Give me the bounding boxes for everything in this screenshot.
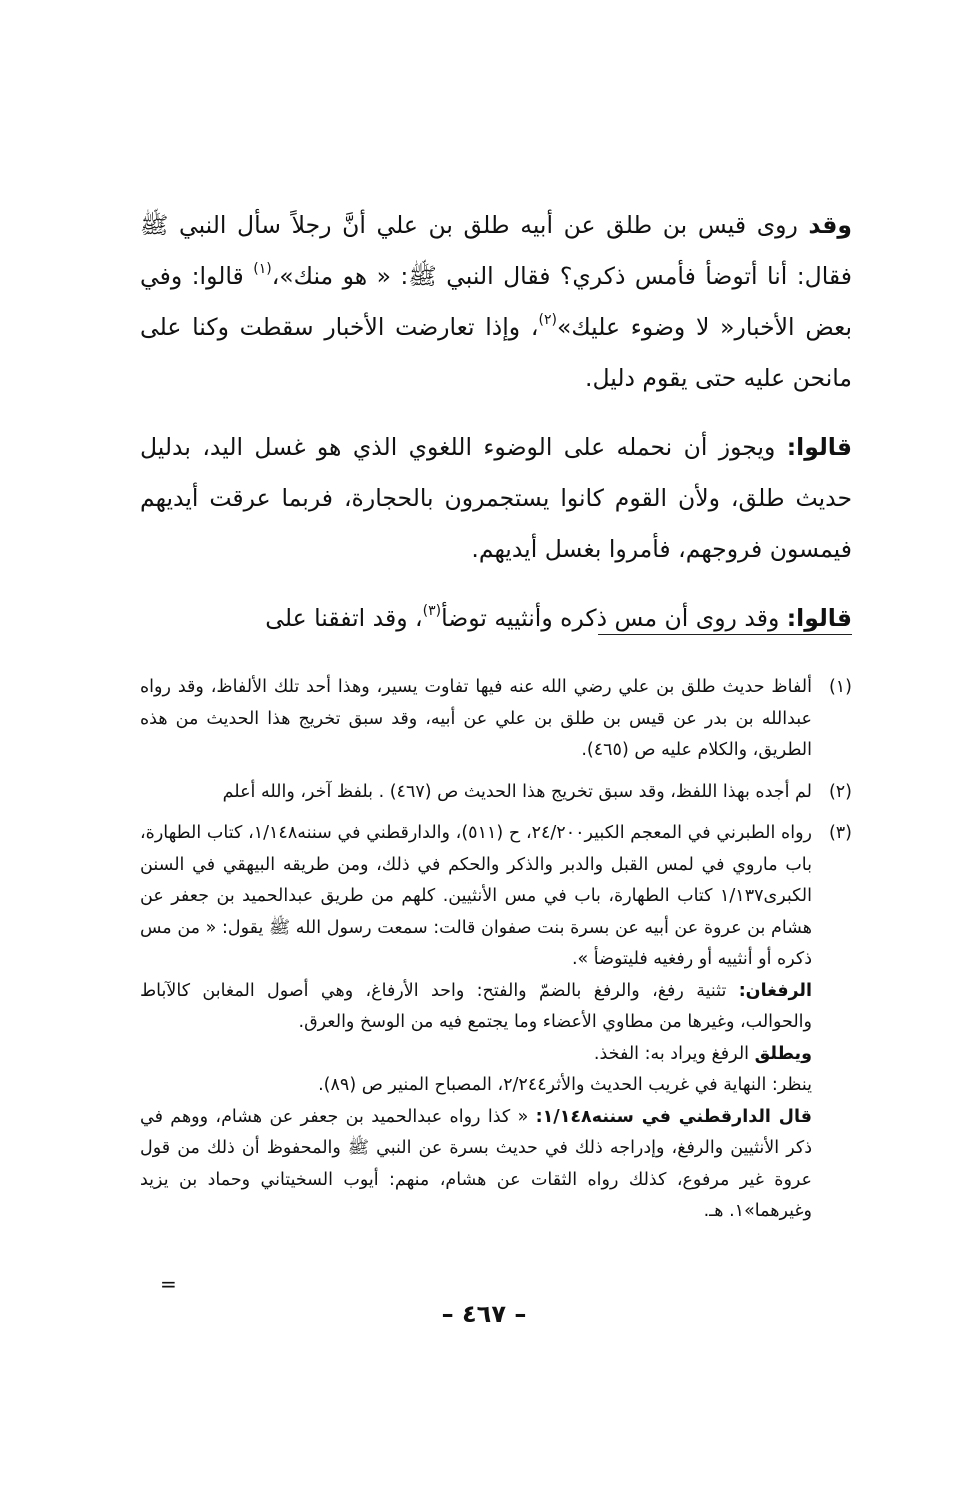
paragraph-3	[140, 593, 852, 644]
daraqutni-text: « كذا رواه عبدالحميد بن جعفر عن هشام، ووهم في ذكر الأنثيين والرفغ، وإدراجه ذلك في حديث بسرة عن النبي ﷺ والمحفوظ أن ذلك من قول عروة غير مرفوع، كذلك رواه الثقات عن هشام، منهم: أيوب السخيتاني وحماد بن يزيد وغيرهما»١. هـ.	[140, 1106, 812, 1221]
paragraph-text: قالوا: وفي بعض الأخبار« لا وضوء عليك»	[140, 262, 852, 341]
paragraph-text: ويجوز أن نحمله على الوضوء اللغوي الذي هو غسل اليد، بدليل حديث طلق، ولأن القوم كانوا يستجمرون بالحجارة، فربما عرقت أيديهم فيمسون فروجهم، فأمروا بغسل أيديهم.	[140, 433, 852, 563]
paragraph-lead: قالوا:	[786, 433, 852, 461]
footnote-1	[140, 672, 852, 767]
footnote-body	[140, 777, 812, 809]
paragraph-text: روى قيس بن طلق عن أبيه طلق بن علي أنَّ رجلاً سأل النبي ﷺ فقال: أنا أتوضأ فأمس ذكري؟ فقال النبي ﷺ: « هو منك»،	[140, 211, 853, 290]
paragraph-lead: وقد	[808, 211, 852, 239]
footnotes	[140, 672, 852, 1238]
continuation-mark: =	[160, 1272, 177, 1296]
paragraph-lead: قالوا:	[786, 604, 852, 632]
paragraph-2	[140, 422, 852, 575]
main-text	[140, 200, 852, 662]
footnote-separator	[598, 634, 852, 635]
yutlaq-text: الرفغ ويراد به: الفخذ.	[593, 1043, 755, 1064]
rufghan-label: الرفغان:	[738, 980, 812, 1001]
footnote-2	[140, 777, 852, 809]
footnote-number: (١)	[828, 677, 852, 697]
yutlaq-label: ويطلق	[754, 1043, 812, 1064]
footnote-ref-2[interactable]: (٢)	[538, 312, 557, 329]
paragraph-text: وقد روى أن مس ذكره وأنثييه توضأ	[441, 604, 787, 632]
footnote-text: ألفاظ حديث طلق بن علي رضي الله عنه فيها تفاوت يسير، وهذا أحد تلك الألفاظ، وقد رواه عبدالله بن بدر عن قيس بن طلق بن علي عن أبيه، وقد سبق تخريج هذا الحديث من هذه الطريق، والكلام عليه ص (٤٦٥).	[140, 677, 812, 760]
footnote-text: رواه الطبرني في المعجم الكبير٢٤/٢٠٠، ح (٥١١)، والدارقطني في سننه١/١٤٨، كتاب الطهارة، باب ماروي في لمس القبل والدبر والذكر والحكم في ذلك، ومن طريقه البيهقي في السنن الكبرى١/١٣٧ كتاب الطهارة، باب في مس الأنثيين. كلهم من طريق عبدالحميد بن جعفر عن هشام بن عروة عن أبيه عن بسرة بنت صفوان قالت: سمعت رسول الله ﷺ يقول: « من مس ذكره أو أنثييه أو رفغيه فليتوضأ ».	[140, 823, 812, 969]
footnote-number: (٢)	[828, 781, 852, 802]
yutlaq-definition	[140, 1039, 812, 1071]
rufghan-definition	[140, 976, 812, 1039]
rufghan-text: تثنية رفغ، والرفغ بالضمّ والفتح: واحد الأرفاغ، وهي أصول المغابن كالآباط والحوالب، وغيرها من مطاوي الأعضاء وما يجتمع فيه من الوسخ والعرق.	[140, 980, 812, 1032]
footnote-3	[140, 818, 852, 1228]
daraqutni-label: قال الدارقطني في سننه١/١٤٨:	[535, 1106, 812, 1127]
footnote-ref-3[interactable]: (٣)	[422, 603, 442, 620]
footnote-ref-1[interactable]: (١)	[253, 261, 272, 278]
footnote-text: لم أجده بهذا اللفظ، وقد سبق تخريج هذا الحديث ص (٤٦٧) . بلفظ آخر، والله أعلم	[222, 781, 812, 802]
page-number: – ٤٦٧ –	[441, 1300, 527, 1328]
paragraph-1	[140, 200, 852, 404]
paragraph-text: ، وإذا تعارضت الأخبار سقطت وكنا على مانحن عليه حتى يقوم دليل.	[140, 313, 852, 392]
paragraph-text: ، وقد اتفقنا على	[265, 604, 423, 632]
footnote-number: (٣)	[828, 823, 852, 843]
footnote-body	[140, 818, 812, 1228]
footnote-body	[140, 672, 812, 767]
daraqutni-quote	[140, 1102, 812, 1228]
reference-line: ينظر: النهاية في غريب الحديث والأثر٢/٢٤٤، المصباح المنير ص (٨٩).	[318, 1075, 812, 1095]
